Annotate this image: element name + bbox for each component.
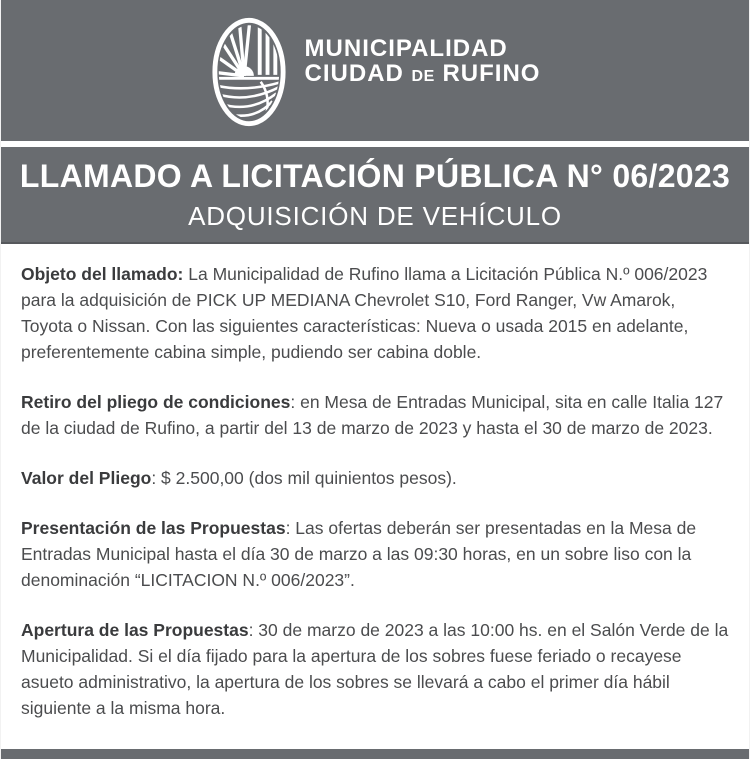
paragraph-label: Presentación de las Propuestas — [21, 518, 286, 538]
org-name-line2 — [305, 61, 541, 89]
paragraph-retiro-pliego — [21, 389, 729, 441]
announcement-body — [1, 244, 749, 749]
footer-bar — [1, 749, 749, 759]
paragraph-label: Retiro del pliego de condiciones — [21, 392, 291, 412]
paragraph-objeto — [21, 261, 729, 365]
sun-field-emblem-icon — [210, 15, 288, 129]
paragraph-label: Objeto del llamado: — [21, 264, 184, 284]
paragraph-text: La Municipalidad de Rufino llama a Licitación Pública N.º 006/2023 para la adquisición de PICK UP MEDIANA Chevrolet S10, Ford Ranger, Vw Amarok, Toyota o Nissan. Con las siguientes características: Nueva o usada 2015 en adelante, preferentemente cabina simple, pudiendo ser cabina doble. — [21, 264, 708, 362]
org-city: CIUDAD — [304, 60, 404, 87]
paragraph-label: Valor del Pliego — [21, 468, 152, 488]
header — [1, 0, 749, 141]
paragraph-text: : en Mesa de Entradas Municipal, sita en calle Italia 127 de la ciudad de Rufino, a partir del 13 de marzo de 2023 y hasta el 30 de marzo de 2023. — [21, 392, 724, 438]
paragraph-presentacion — [21, 515, 729, 593]
paragraph-apertura — [21, 617, 729, 721]
tender-title: LLAMADO A LICITACIÓN PÚBLICA N° 06/2023 — [19, 157, 731, 194]
org-name-line1: MUNICIPALIDAD — [304, 35, 508, 62]
paragraph-text: : 30 de marzo de 2023 a las 10:00 hs. en el Salón Verde de la Municipalidad. Si el día fijado para la apertura de los sobres fuese feriado o recayese asueto administrativo, la apertura de los sobres se llevará a cabo el primer día hábil siguiente a la misma hora. — [21, 620, 729, 718]
paragraph-label: Apertura de las Propuestas — [21, 620, 249, 640]
org-rufino: RUFINO — [442, 60, 541, 87]
org-name — [305, 36, 541, 89]
municipality-logo — [210, 15, 541, 129]
paragraph-text: : Las ofertas deberán ser presentadas en la Mesa de Entradas Municipal hasta el día 30 de marzo a las 09:30 horas, en un sobre liso con la denominación “LICITACION N.º 006/2023”. — [21, 518, 697, 590]
paragraph-text: : $ 2.500,00 (dos mil quinientos pesos). — [151, 468, 457, 488]
org-de: DE — [411, 68, 435, 85]
title-banner — [1, 147, 749, 244]
paragraph-valor-pliego — [21, 465, 729, 491]
tender-subtitle: ADQUISICIÓN DE VEHÍCULO — [188, 200, 562, 231]
